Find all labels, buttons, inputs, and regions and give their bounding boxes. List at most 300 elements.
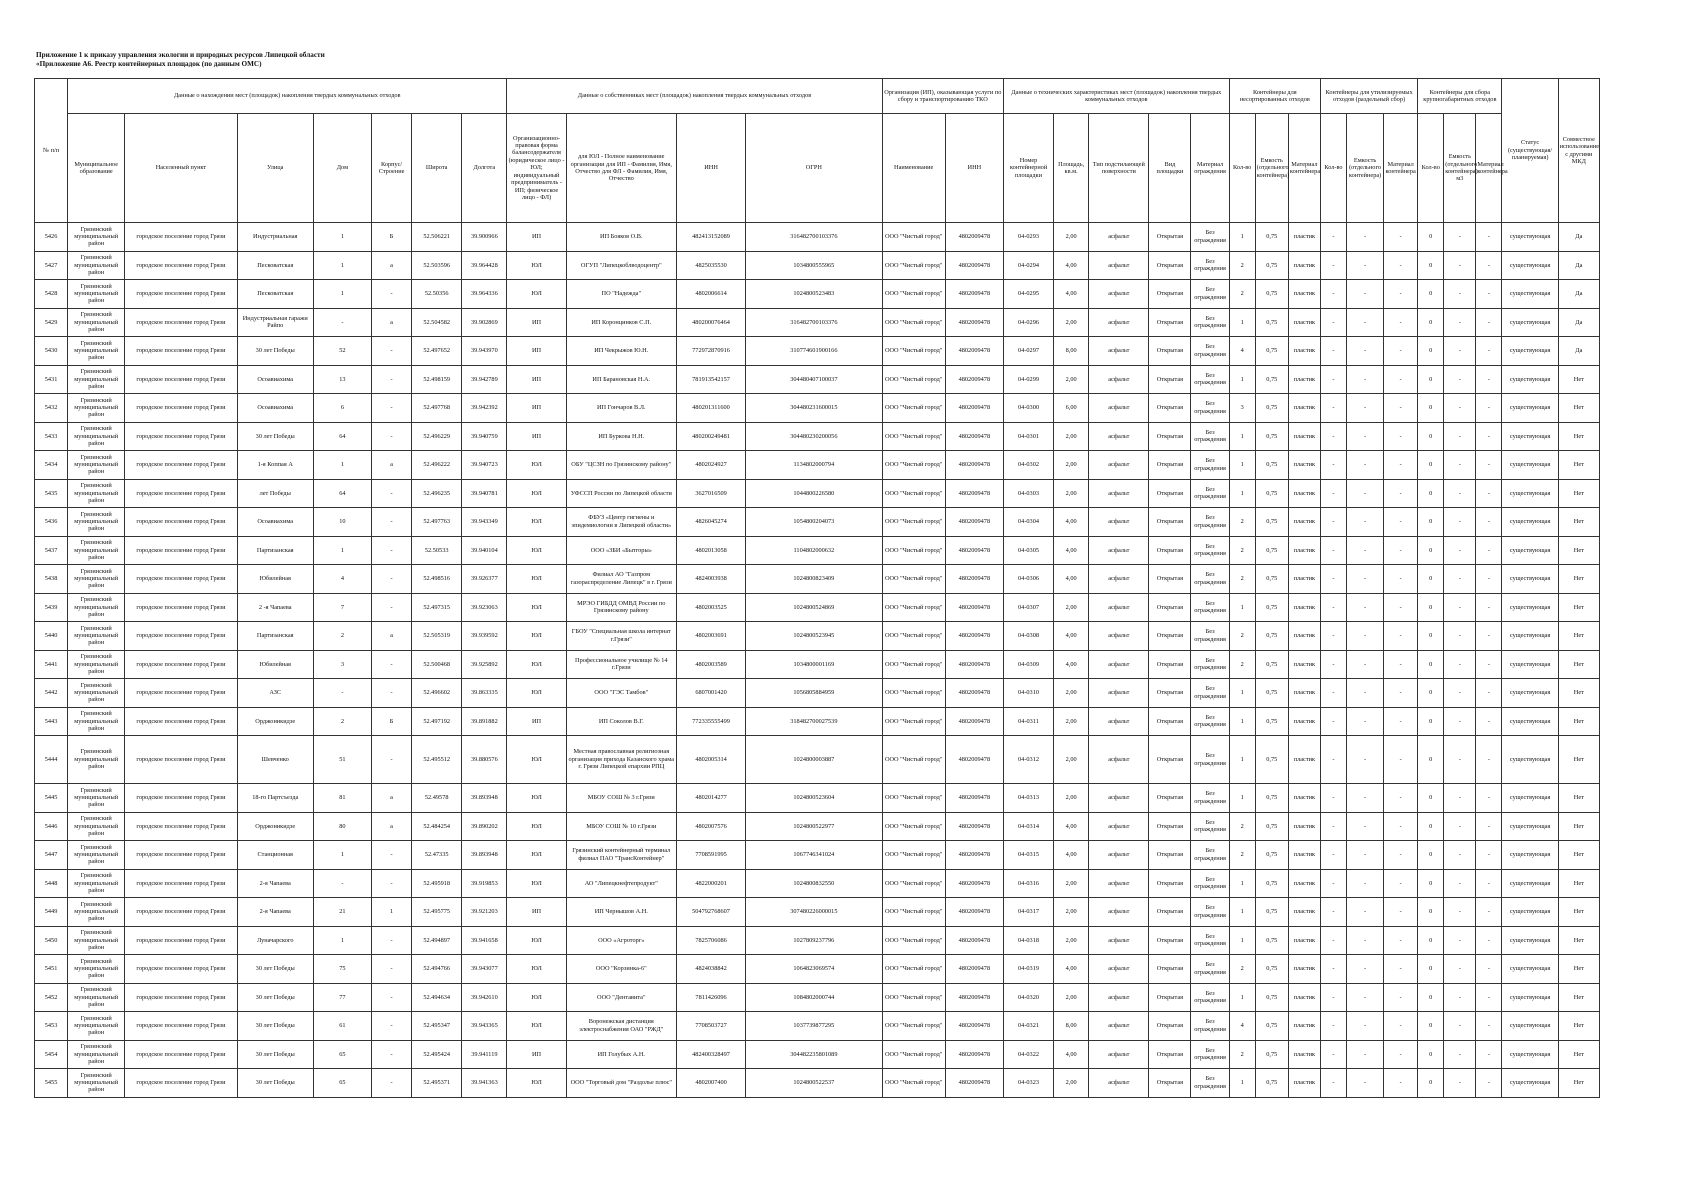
owner-ogrn-cell: 304480407100037 <box>746 365 882 394</box>
surface-cell: асфальт <box>1089 451 1149 480</box>
k2-count-cell: - <box>1320 707 1346 736</box>
status-cell: существующая <box>1502 1040 1558 1069</box>
settlement-cell: городское поселение город Грязи <box>125 508 237 537</box>
joint-use-cell: Нет <box>1558 983 1599 1012</box>
joint-use-cell: Да <box>1558 251 1599 280</box>
k3-material-cell: - <box>1476 898 1502 927</box>
site-type-cell: Открытая <box>1149 422 1191 451</box>
area-cell: 4,00 <box>1054 1040 1089 1069</box>
owner-name-cell: ООО "Корзинка-6" <box>566 955 676 984</box>
joint-use-cell: Нет <box>1558 1069 1599 1098</box>
site-number-cell: 04-0304 <box>1003 508 1053 537</box>
street-cell: Партизанская <box>237 622 313 651</box>
site-number-cell: 04-0322 <box>1003 1040 1053 1069</box>
municipality-cell: Грязинский муниципальный район <box>68 898 125 927</box>
settlement-cell: городское поселение город Грязи <box>125 869 237 898</box>
operator-name-cell: ООО "Чистый город" <box>882 223 945 252</box>
latitude-cell: 52.495347 <box>412 1012 462 1041</box>
settlement-cell: городское поселение город Грязи <box>125 308 237 337</box>
k2-count-cell: - <box>1320 479 1346 508</box>
operator-name-cell: ООО "Чистый город" <box>882 337 945 366</box>
settlement-cell: городское поселение город Грязи <box>125 784 237 813</box>
operator-inn-cell: 4802009478 <box>945 1069 1003 1098</box>
house-cell: 64 <box>313 479 371 508</box>
k2-count-cell: - <box>1320 280 1346 309</box>
latitude-cell: 52.497315 <box>412 593 462 622</box>
joint-use-cell: Нет <box>1558 365 1599 394</box>
latitude-cell: 52.495512 <box>412 736 462 784</box>
house-cell: 1 <box>313 223 371 252</box>
row-number: 5448 <box>35 869 68 898</box>
k2-count-cell: - <box>1320 451 1346 480</box>
joint-use-cell: Нет <box>1558 1012 1599 1041</box>
site-type-cell: Открытая <box>1149 251 1191 280</box>
k2-count-cell: - <box>1320 394 1346 423</box>
legal-form-cell: ИП <box>507 1040 566 1069</box>
k2-volume-cell: - <box>1347 926 1384 955</box>
fence-cell: Без ограждения <box>1191 841 1229 870</box>
owner-name-cell: ООО "Торговый дом "Раздолье плюс" <box>566 1069 676 1098</box>
longitude-cell: 39.925892 <box>462 650 507 679</box>
row-number: 5453 <box>35 1012 68 1041</box>
table-row <box>35 1040 1600 1069</box>
row-number: 5434 <box>35 451 68 480</box>
k3-volume-cell: - <box>1444 422 1476 451</box>
k3-material-cell: - <box>1476 1069 1502 1098</box>
building-cell: а <box>372 622 412 651</box>
legal-form-cell: ЮЛ <box>507 593 566 622</box>
operator-inn-cell: 4802009478 <box>945 223 1003 252</box>
site-number-cell: 04-0312 <box>1003 736 1053 784</box>
street-cell: 2-я Чапаева <box>237 869 313 898</box>
street-cell: Осоавиахима <box>237 508 313 537</box>
building-cell: - <box>372 593 412 622</box>
row-number: 5452 <box>35 983 68 1012</box>
joint-use-cell: Нет <box>1558 565 1599 594</box>
k1-count-cell: 4 <box>1229 337 1255 366</box>
row-number: 5440 <box>35 622 68 651</box>
municipality-cell: Грязинский муниципальный район <box>68 308 125 337</box>
settlement-cell: городское поселение город Грязи <box>125 955 237 984</box>
building-cell: а <box>372 308 412 337</box>
k3-count-cell: 0 <box>1418 983 1444 1012</box>
surface-cell: асфальт <box>1089 1012 1149 1041</box>
k3-volume-cell: - <box>1444 394 1476 423</box>
row-number: 5454 <box>35 1040 68 1069</box>
street-cell: Юбилейная <box>237 565 313 594</box>
header-owner-ogrn: ОГРН <box>746 114 882 223</box>
status-cell: существующая <box>1502 422 1558 451</box>
k3-count-cell: 0 <box>1418 707 1444 736</box>
street-cell: 30 лет Победы <box>237 983 313 1012</box>
row-number: 5433 <box>35 422 68 451</box>
k2-count-cell: - <box>1320 812 1346 841</box>
settlement-cell: городское поселение город Грязи <box>125 365 237 394</box>
street-cell: 30 лет Победы <box>237 1040 313 1069</box>
owner-name-cell: ОГУП "Липецкоблводоцентр" <box>566 251 676 280</box>
site-number-cell: 04-0315 <box>1003 841 1053 870</box>
k2-material-cell: - <box>1384 736 1418 784</box>
area-cell: 4,00 <box>1054 955 1089 984</box>
owner-inn-cell: 6807001420 <box>676 679 745 708</box>
building-cell: - <box>372 1012 412 1041</box>
status-cell: существующая <box>1502 479 1558 508</box>
operator-inn-cell: 4802009478 <box>945 926 1003 955</box>
site-type-cell: Открытая <box>1149 622 1191 651</box>
k2-material-cell: - <box>1384 394 1418 423</box>
site-number-cell: 04-0295 <box>1003 280 1053 309</box>
settlement-cell: городское поселение город Грязи <box>125 536 237 565</box>
k3-volume-cell: - <box>1444 223 1476 252</box>
latitude-cell: 52.496222 <box>412 451 462 480</box>
operator-inn-cell: 4802009478 <box>945 308 1003 337</box>
owner-inn-cell: 482400328497 <box>676 1040 745 1069</box>
municipality-cell: Грязинский муниципальный район <box>68 812 125 841</box>
k2-material-cell: - <box>1384 536 1418 565</box>
surface-cell: асфальт <box>1089 394 1149 423</box>
latitude-cell: 52.500468 <box>412 650 462 679</box>
k1-material-cell: пластик <box>1288 983 1320 1012</box>
k3-volume-cell: - <box>1444 679 1476 708</box>
k1-material-cell: пластик <box>1288 422 1320 451</box>
header-fence: Материал ограждения <box>1191 114 1229 223</box>
settlement-cell: городское поселение город Грязи <box>125 565 237 594</box>
k2-volume-cell: - <box>1347 841 1384 870</box>
building-cell: - <box>372 955 412 984</box>
status-cell: существующая <box>1502 898 1558 927</box>
fence-cell: Без ограждения <box>1191 812 1229 841</box>
site-type-cell: Открытая <box>1149 394 1191 423</box>
k3-count-cell: 0 <box>1418 365 1444 394</box>
house-cell: 7 <box>313 593 371 622</box>
joint-use-cell: Нет <box>1558 508 1599 537</box>
operator-name-cell: ООО "Чистый город" <box>882 1069 945 1098</box>
k2-volume-cell: - <box>1347 593 1384 622</box>
owner-ogrn-cell: 1024800523483 <box>746 280 882 309</box>
k1-count-cell: 1 <box>1229 869 1255 898</box>
latitude-cell: 52.50356 <box>412 280 462 309</box>
area-cell: 6,00 <box>1054 394 1089 423</box>
joint-use-cell: Нет <box>1558 812 1599 841</box>
longitude-cell: 39.940759 <box>462 422 507 451</box>
row-number: 5446 <box>35 812 68 841</box>
row-number: 5426 <box>35 223 68 252</box>
row-number: 5439 <box>35 593 68 622</box>
row-number: 5438 <box>35 565 68 594</box>
k2-count-cell: - <box>1320 898 1346 927</box>
latitude-cell: 52.503596 <box>412 251 462 280</box>
header-joint-use: Совместное использование с другими МКД <box>1558 79 1599 223</box>
owner-name-cell: ИП Чекрыжов Ю.Н. <box>566 337 676 366</box>
header-house: Дом <box>313 114 371 223</box>
house-cell: 1 <box>313 451 371 480</box>
k2-material-cell: - <box>1384 812 1418 841</box>
surface-cell: асфальт <box>1089 536 1149 565</box>
owner-inn-cell: 4826045274 <box>676 508 745 537</box>
k2-volume-cell: - <box>1347 394 1384 423</box>
building-cell: - <box>372 841 412 870</box>
k1-material-cell: пластик <box>1288 926 1320 955</box>
k3-count-cell: 0 <box>1418 955 1444 984</box>
municipality-cell: Грязинский муниципальный район <box>68 223 125 252</box>
status-cell: существующая <box>1502 508 1558 537</box>
k3-count-cell: 0 <box>1418 536 1444 565</box>
building-cell: - <box>372 508 412 537</box>
k2-volume-cell: - <box>1347 422 1384 451</box>
header-status: Статус (существующая/ планируемая) <box>1502 79 1558 223</box>
site-number-cell: 04-0299 <box>1003 365 1053 394</box>
legal-form-cell: ЮЛ <box>507 869 566 898</box>
k3-count-cell: 0 <box>1418 565 1444 594</box>
k1-material-cell: пластик <box>1288 622 1320 651</box>
k3-volume-cell: - <box>1444 280 1476 309</box>
table-row <box>35 926 1600 955</box>
table-row <box>35 280 1600 309</box>
operator-inn-cell: 4802009478 <box>945 622 1003 651</box>
owner-inn-cell: 4802005314 <box>676 736 745 784</box>
k3-count-cell: 0 <box>1418 593 1444 622</box>
joint-use-cell: Да <box>1558 280 1599 309</box>
owner-ogrn-cell: 304480231600015 <box>746 394 882 423</box>
row-number: 5432 <box>35 394 68 423</box>
header-group-bulky-containers: Контейнеры для сбора крупногабаритных отходов <box>1418 79 1502 114</box>
joint-use-cell: Нет <box>1558 679 1599 708</box>
site-type-cell: Открытая <box>1149 365 1191 394</box>
owner-inn-cell: 4824038842 <box>676 955 745 984</box>
owner-ogrn-cell: 310774601900166 <box>746 337 882 366</box>
k3-count-cell: 0 <box>1418 926 1444 955</box>
longitude-cell: 39.939592 <box>462 622 507 651</box>
owner-name-cell: ГБОУ "Специальная школа интернат г.Грязи" <box>566 622 676 651</box>
k1-count-cell: 1 <box>1229 451 1255 480</box>
legal-form-cell: ЮЛ <box>507 536 566 565</box>
operator-inn-cell: 4802009478 <box>945 422 1003 451</box>
municipality-cell: Грязинский муниципальный район <box>68 337 125 366</box>
building-cell: - <box>372 926 412 955</box>
k1-count-cell: 1 <box>1229 983 1255 1012</box>
k3-count-cell: 0 <box>1418 451 1444 480</box>
header-surface: Тип подстилающей поверхности <box>1089 114 1149 223</box>
k1-count-cell: 2 <box>1229 508 1255 537</box>
row-number: 5429 <box>35 308 68 337</box>
joint-use-cell: Нет <box>1558 479 1599 508</box>
table-row <box>35 707 1600 736</box>
k3-volume-cell: - <box>1444 707 1476 736</box>
site-type-cell: Открытая <box>1149 841 1191 870</box>
k1-volume-cell: 0,75 <box>1255 983 1288 1012</box>
table-row <box>35 812 1600 841</box>
header-group-operator: Организация (ИП), оказывающая услуги по сбору и транспортированию ТКО <box>882 79 1003 114</box>
area-cell: 4,00 <box>1054 650 1089 679</box>
k2-volume-cell: - <box>1347 679 1384 708</box>
site-type-cell: Открытая <box>1149 869 1191 898</box>
joint-use-cell: Нет <box>1558 394 1599 423</box>
house-cell: 51 <box>313 736 371 784</box>
fence-cell: Без ограждения <box>1191 280 1229 309</box>
longitude-cell: 39.880576 <box>462 736 507 784</box>
house-cell: 3 <box>313 650 371 679</box>
k1-volume-cell: 0,75 <box>1255 565 1288 594</box>
operator-inn-cell: 4802009478 <box>945 955 1003 984</box>
k3-material-cell: - <box>1476 869 1502 898</box>
fence-cell: Без ограждения <box>1191 536 1229 565</box>
street-cell: 30 лет Победы <box>237 1012 313 1041</box>
k1-count-cell: 1 <box>1229 223 1255 252</box>
fence-cell: Без ограждения <box>1191 223 1229 252</box>
surface-cell: асфальт <box>1089 479 1149 508</box>
latitude-cell: 52.496602 <box>412 679 462 708</box>
k3-count-cell: 0 <box>1418 1012 1444 1041</box>
k3-volume-cell: - <box>1444 650 1476 679</box>
row-number: 5443 <box>35 707 68 736</box>
site-type-cell: Открытая <box>1149 565 1191 594</box>
k2-volume-cell: - <box>1347 536 1384 565</box>
row-number: 5441 <box>35 650 68 679</box>
settlement-cell: городское поселение город Грязи <box>125 1069 237 1098</box>
k1-volume-cell: 0,75 <box>1255 479 1288 508</box>
k3-material-cell: - <box>1476 223 1502 252</box>
k1-material-cell: пластик <box>1288 394 1320 423</box>
street-cell: лет Победы <box>237 479 313 508</box>
joint-use-cell: Нет <box>1558 422 1599 451</box>
street-cell: Осоавиахима <box>237 365 313 394</box>
status-cell: существующая <box>1502 707 1558 736</box>
header-legal-form: Организационно-правовая форма балансодержателя (юридическое лицо - ЮЛ; индивидуальный предприниматель - ИП; физическое лицо - ФЛ) <box>507 114 566 223</box>
k3-material-cell: - <box>1476 308 1502 337</box>
owner-inn-cell: 4825035530 <box>676 251 745 280</box>
owner-name-cell: ООО "Дентавита" <box>566 983 676 1012</box>
status-cell: существующая <box>1502 1012 1558 1041</box>
row-number: 5435 <box>35 479 68 508</box>
fence-cell: Без ограждения <box>1191 1012 1229 1041</box>
operator-inn-cell: 4802009478 <box>945 784 1003 813</box>
owner-inn-cell: 7708503727 <box>676 1012 745 1041</box>
surface-cell: асфальт <box>1089 841 1149 870</box>
surface-cell: асфальт <box>1089 812 1149 841</box>
building-cell: - <box>372 869 412 898</box>
site-number-cell: 04-0305 <box>1003 536 1053 565</box>
legal-form-cell: ЮЛ <box>507 451 566 480</box>
owner-ogrn-cell: 1104802000632 <box>746 536 882 565</box>
owner-inn-cell: 4802013058 <box>676 536 745 565</box>
table-row <box>35 679 1600 708</box>
house-cell: 80 <box>313 812 371 841</box>
fence-cell: Без ограждения <box>1191 955 1229 984</box>
street-cell: Партизанская <box>237 536 313 565</box>
table-row <box>35 565 1600 594</box>
k1-volume-cell: 0,75 <box>1255 223 1288 252</box>
surface-cell: асфальт <box>1089 251 1149 280</box>
site-type-cell: Открытая <box>1149 983 1191 1012</box>
area-cell: 2,00 <box>1054 926 1089 955</box>
latitude-cell: 52.497652 <box>412 337 462 366</box>
k1-count-cell: 2 <box>1229 650 1255 679</box>
street-cell: Индустриальная гаражи Райпо <box>237 308 313 337</box>
k1-count-cell: 2 <box>1229 565 1255 594</box>
operator-name-cell: ООО "Чистый город" <box>882 308 945 337</box>
surface-cell: асфальт <box>1089 926 1149 955</box>
house-cell: 2 <box>313 707 371 736</box>
k3-volume-cell: - <box>1444 841 1476 870</box>
header-street: Улица <box>237 114 313 223</box>
row-number: 5431 <box>35 365 68 394</box>
k3-material-cell: - <box>1476 983 1502 1012</box>
area-cell: 4,00 <box>1054 536 1089 565</box>
owner-ogrn-cell: 1024800522537 <box>746 1069 882 1098</box>
k2-count-cell: - <box>1320 736 1346 784</box>
joint-use-cell: Нет <box>1558 898 1599 927</box>
settlement-cell: городское поселение город Грязи <box>125 707 237 736</box>
longitude-cell: 39.923063 <box>462 593 507 622</box>
k2-volume-cell: - <box>1347 812 1384 841</box>
k3-material-cell: - <box>1476 251 1502 280</box>
house-cell: 65 <box>313 1069 371 1098</box>
k1-count-cell: 1 <box>1229 593 1255 622</box>
operator-inn-cell: 4802009478 <box>945 536 1003 565</box>
surface-cell: асфальт <box>1089 707 1149 736</box>
settlement-cell: городское поселение город Грязи <box>125 926 237 955</box>
k1-material-cell: пластик <box>1288 1040 1320 1069</box>
operator-name-cell: ООО "Чистый город" <box>882 736 945 784</box>
settlement-cell: городское поселение город Грязи <box>125 736 237 784</box>
operator-inn-cell: 4802009478 <box>945 736 1003 784</box>
building-cell: Б <box>372 223 412 252</box>
latitude-cell: 52.49578 <box>412 784 462 813</box>
joint-use-cell: Нет <box>1558 736 1599 784</box>
operator-inn-cell: 4802009478 <box>945 593 1003 622</box>
house-cell: 10 <box>313 508 371 537</box>
house-cell: 1 <box>313 926 371 955</box>
surface-cell: асфальт <box>1089 736 1149 784</box>
k2-volume-cell: - <box>1347 308 1384 337</box>
municipality-cell: Грязинский муниципальный район <box>68 841 125 870</box>
row-number: 5445 <box>35 784 68 813</box>
operator-name-cell: ООО "Чистый город" <box>882 784 945 813</box>
settlement-cell: городское поселение город Грязи <box>125 1040 237 1069</box>
k3-material-cell: - <box>1476 593 1502 622</box>
longitude-cell: 39.943077 <box>462 955 507 984</box>
owner-name-cell: Воронежская дистанция электроснабжения ОАО "РЖД" <box>566 1012 676 1041</box>
settlement-cell: городское поселение город Грязи <box>125 650 237 679</box>
k1-count-cell: 1 <box>1229 784 1255 813</box>
joint-use-cell: Нет <box>1558 784 1599 813</box>
fence-cell: Без ограждения <box>1191 869 1229 898</box>
k3-volume-cell: - <box>1444 784 1476 813</box>
k1-volume-cell: 0,75 <box>1255 308 1288 337</box>
k2-material-cell: - <box>1384 1012 1418 1041</box>
owner-name-cell: МРЭО ГИБДД ОМВД России по Грязинскому району <box>566 593 676 622</box>
legal-form-cell: ЮЛ <box>507 508 566 537</box>
k1-volume-cell: 0,75 <box>1255 955 1288 984</box>
street-cell: Шевченко <box>237 736 313 784</box>
k3-volume-cell: - <box>1444 1069 1476 1098</box>
settlement-cell: городское поселение город Грязи <box>125 337 237 366</box>
header-k2-material: Материал контейнера <box>1384 114 1418 223</box>
operator-name-cell: ООО "Чистый город" <box>882 394 945 423</box>
area-cell: 2,00 <box>1054 736 1089 784</box>
k2-count-cell: - <box>1320 784 1346 813</box>
owner-inn-cell: 4802003525 <box>676 593 745 622</box>
building-cell: - <box>372 1040 412 1069</box>
legal-form-cell: ЮЛ <box>507 479 566 508</box>
header-num: № п/п <box>35 79 68 223</box>
header-k2-count: Кол-во <box>1320 114 1346 223</box>
k1-count-cell: 3 <box>1229 394 1255 423</box>
k1-volume-cell: 0,75 <box>1255 679 1288 708</box>
owner-inn-cell: 482413152089 <box>676 223 745 252</box>
street-cell: Станционная <box>237 841 313 870</box>
k1-count-cell: 1 <box>1229 736 1255 784</box>
